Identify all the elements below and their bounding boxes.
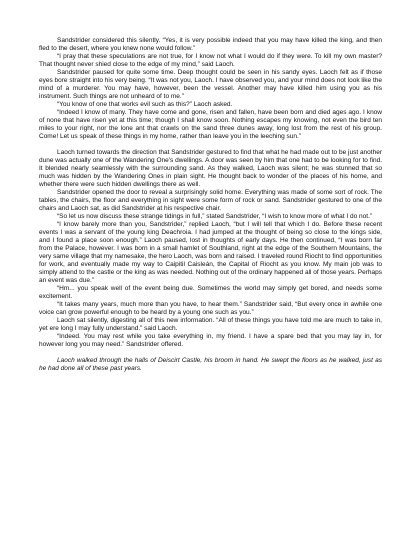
book-page xyxy=(39,37,382,373)
paragraph: Sandstrider opened the door to reveal a surprisingly solid home. Everything was made of some sort of rock. The tables, the chairs, the floor and everything in sight were some form of rock or sand. Sandstrider gestured to one of the chairs and Laoch sat, as did Sandstrider at his respective chair. xyxy=(39,189,382,212)
paragraph: “You know of one that works evil such as this?” Laoch asked. xyxy=(57,101,233,108)
closing-paragraph: Laoch walked through the halls of Deiscirt Castle, his broom in hand. He swept the floors as he walked, just as he had done all of these past years. xyxy=(39,357,382,372)
paragraph: “I know barely more than you, Sandstrider,” replied Laoch, “but I will tell that which I do. Before these recent events I was a servant of the young king Deachroia. I had jumped at the thought of being so close to the kings side, and I found a place soon enough.” Laoch paused, lost in thoughts of early days. He then continued, “I was born far from the Palace, however. I was born in a small hamlet of Southland, right at the edge of the Southern Mountains, the very same village that my namesake, the hero Laoch, was born and raised. I traveled round Riocht to find opportunities for work, and eventually made my way to Caipitil Caisleán, the Capital of Riocht as you know. My main job was to simply attend to the castle or the king as was needed. Nothing out of the ordinary happened all of those years. Perhaps an event was due.” xyxy=(39,221,382,284)
paragraph: “I pray that these speculations are not true, for I know not what I would do if they were. To kill my own master? That thought never shied close to the edge of my mind,” said Laoch. xyxy=(39,53,382,68)
paragraph: “It takes many years, much more than you have, to hear them.” Sandstrider said, “But every once in awhile one voice can grow powerful enough to be heard by a young one such as you.” xyxy=(39,301,382,316)
paragraph: Laoch turned towards the direction that Sandstrider gestured to find that what he had made out to be just another dune was actually one of the Wandering One’s dwellings. A door was seen by him that one had to be looking for to find. It blended nearly seamlessly with the surrounding sand. As they walked, Laoch was silent; he was stunned that so much was hidden by the Wandering Ones in plain sight. He thought back to wonder of the places of his home, and whether there were such hidden dwellings there as well. xyxy=(39,149,382,188)
paragraph: “So let us now discuss these strange tidings in full,” stated Sandstrider, “I wish to know more of what I do not.” xyxy=(57,213,373,220)
paragraph: Sandstrider considered this silently. “Yes, it is very possible indeed that you may have killed the king, and then fled to the desert, where you knew none would follow.” xyxy=(39,37,382,52)
paragraph: “Hm... you speak well of the event being due. Sometimes the world may simply get bored, and needs some excitement. xyxy=(39,285,382,300)
paragraph: Sandstrider paused for quite some time. Deep thought could be seen in his sandy eyes. Laoch felt as if those eyes bore straight into his very being. “It was not you, Laoch. I have observed you, and your mind does not look like the mind of a murderer. You may have, however, been the vessel. Another may have killed him using you as his instrument. Such things are not unheard of to me.” xyxy=(39,69,382,100)
paragraph: “Indeed I know of many. They have come and gone, risen and fallen, have been born and died ages ago. I know of none that have risen yet at this time; though I shall know soon. Nothing escapes my knowing, not even the bird ten miles to your right, nor the lone ant that crawls on the sand three dunes away, long lost from the rest of his group. Come! Let us speak of these things in my home, rather than leave you in the leeching sun.” xyxy=(39,109,382,140)
paragraph: Laoch sat silently, digesting all of this new information. “All of these things you have told me are much to take in, yet ere long I may fully understand.” said Laoch. xyxy=(39,317,382,332)
paragraph: “Indeed. You may rest while you take everything in, my friend. I have a spare bed that you may lay in, for however long you may need.” Sandstrider offered. xyxy=(39,333,382,348)
